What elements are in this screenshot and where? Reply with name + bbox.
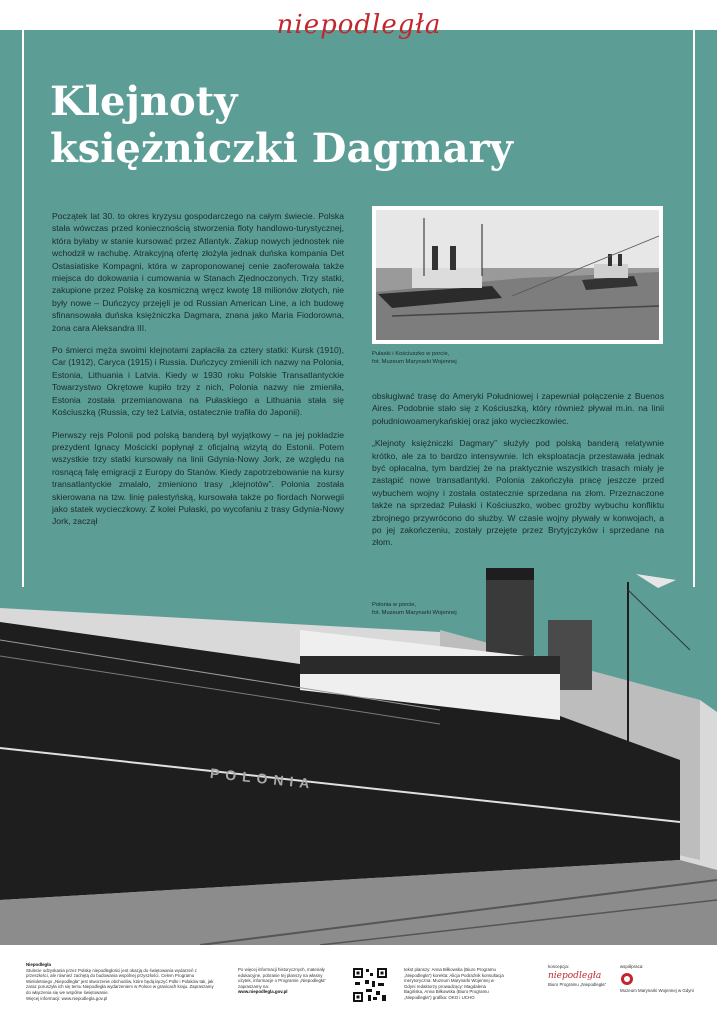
footer-credits	[404, 967, 504, 1001]
article-left-column	[52, 210, 344, 538]
polonia-ship-photo	[0, 560, 717, 945]
paragraph: Początek lat 30. to okres kryzysu gospodarczego na całym świecie. Polska stała wówczas przed koniecznością stworzenia floty handlowo-turystycznej, która byłaby w stanie kursować przez Atlantyk. Zakup nowych jednostek nie wchodził w rachubę. Atrakcyjną ofertę złożyła jednak duńska kompania Det Ostasiatiske Kompagni, która w zaproponowanej cenie zaoferowała także miejsca do dokowania i cumowania w Stanach Zjednoczonych. Trzy statki, zakupione przez Polskę za kosmiczną wręcz kwotę 18 milionów złotych, nie były nowe – Duńczycy przejęli je od Russian American Line, a ich budowę sfinansowała duńska księżniczka Dagmara, znana jako Maria Fiodorowna, żona cara Aleksandra III.	[52, 211, 344, 333]
footer-about	[26, 962, 216, 1001]
ships-in-port-photo	[372, 206, 663, 344]
caption-line: Pułaski i Kościuszko w porcie,	[372, 351, 450, 357]
footer-credits-text: tekst planszy: Anna Biłkowska (Biuro Programu „Niepodległa”) korekta: Alicja Podraźnik konsultacja merytoryczna: Muzeum Marynarki Wojennej w Gdyni redaktorzy prowadzący: Magdalena Bagińska, Anna Biłkowska (Biuro Programu „Niepodległa”) grafika: OKO i UCHO	[404, 967, 504, 1000]
title-line-2: księżniczki Dagmary	[50, 125, 513, 172]
frame-right-line	[693, 27, 695, 587]
qr-code[interactable]	[352, 967, 388, 1003]
title-line-1: Klejnoty	[50, 78, 238, 125]
page-title	[50, 78, 513, 172]
brand-wordmark: niepodległa	[276, 10, 442, 40]
footer	[0, 945, 717, 1024]
frame-top-right-line	[448, 27, 695, 29]
footer-about-text: Stulecie odzyskania przez Polskę niepodległości jest okazją do świętowania wydarzeń z przeszłości, ale również zachętą do budowania wspólnej przyszłości. Celem Programu Wieloletniego „Niepodległa” jest stworzenie obchodów, które będą łączyć Polki i Polaków tak, jak zaraz poruszyła ich się temu Niepodległa wydarzeniem w Polsce w granicach kraju. Zapraszamy do włączenia się we wspólne świętowanie.	[26, 967, 214, 995]
caption-line: Polonia w porcie,	[372, 602, 417, 608]
frame-left-line	[22, 27, 24, 587]
brand-logo	[270, 6, 448, 48]
footer-cooperation	[620, 964, 710, 993]
photo1-caption	[372, 351, 572, 366]
paragraph: Po śmierci męża swoimi klejnotami zapłaciła za cztery statki: Kursk (1910), Car (1912), Caryca (1915) i Russia. Duńczycy zmienili ich nazwy na Polonia, Estonia, Lithuania i Latvia. Kiedy w 1930 roku Polskie Transatlantyckie Towarzystwo Okrętowe kupiło trzy z nich, Polonia nazwy nie zmieniła, Estonia została przemianowana na Pułaskiego a Lithuania stała się Kościuszką (Russia, czy też Latvia, ostatecznie trafiła do Japonii).	[52, 345, 344, 418]
paragraph: obsługiwać trasę do Ameryki Południowej i zapewniał połączenie z Buenos Aires. Podobnie stało się z Kościuszką, który również pływał m.in. na linii południowoamerykańskiej oraz jako wycieczkowiec.	[372, 391, 664, 426]
footer-more-info	[238, 967, 328, 995]
footer-link[interactable]: www.niepodlegla.gov.pl	[238, 989, 288, 995]
footer-about-title: Niepodległa	[26, 962, 51, 967]
frame-top-left-line	[22, 27, 270, 29]
footer-more-text: Po więcej informacji historycznych, materiały edukacyjne, pobranie tej planszy na własny użytek, informacje o Programie „Niepodległa” zapraszamy na:	[238, 967, 326, 989]
cooperation-name: Muzeum Marynarki Wojennej w Gdyni	[620, 987, 694, 993]
cooperation-label: współpraca:	[620, 964, 644, 969]
caption-line: fot. Muzeum Marynarki Wojennej	[372, 609, 457, 616]
hull-name: POLONIA	[209, 764, 317, 792]
caption-line: fot. Muzeum Marynarki Wojennej	[372, 358, 457, 365]
museum-logo-icon	[620, 972, 634, 986]
footer-concept	[548, 964, 618, 987]
footer-about-more: Więcej informacji: www.niepodlegla.gov.pl	[26, 995, 108, 1001]
concept-logo: niepodległa	[548, 970, 602, 981]
paragraph: Pierwszy rejs Polonii pod polską banderą był wyjątkowy – na jej pokładzie prezydent Ignacy Mościcki popłynął z oficjalną wizytą do Estonii. Potem wszystkie trzy statki kursowały na linii Gdynia-Nowy Jork, ze względu na rosnącą falę emigracji z Europy do Stanów. Kiedy zapotrzebowanie na kursy transatlantyckie zmalało, zmieniono trasy „klejnotów”. Polonia została skierowana na tzw. linię palestyńską, kursowała także po fiordach Norwegii jako statek wycieczkowy. Z kolei Pułaski, po wycofaniu z trasy Gdynia-Nowy Jork, zaczął	[52, 429, 344, 527]
concept-name: Biuro Programu „Niepodległa”	[548, 981, 607, 987]
article-right-column	[372, 390, 664, 559]
concept-label: koncepcja:	[548, 964, 569, 969]
paragraph: „Klejnoty księżniczki Dagmary” służyły pod polską banderą relatywnie krótko, ale za to bardzo intensywnie. Ich eksploatacja przestawała jednak być opłacalna, tym bardziej że na praktycznie wszystkich trasach miały je zastąpić nowe transatlantyki. Polonia zakończyła pracę jeszcze przed wybuchem wojny i została ostatecznie sprzedana na złom. Przeznaczone także na sprzedaż Pułaski i Kościuszko, wobec groźby wybuchu konfliktu zbrojnego przywrócono do służby. W czasie wojny pływały w konwojach, a po jej zakończeniu, zostały przejęte przez Brytyjczyków i sprzedane na złom.	[372, 438, 664, 548]
